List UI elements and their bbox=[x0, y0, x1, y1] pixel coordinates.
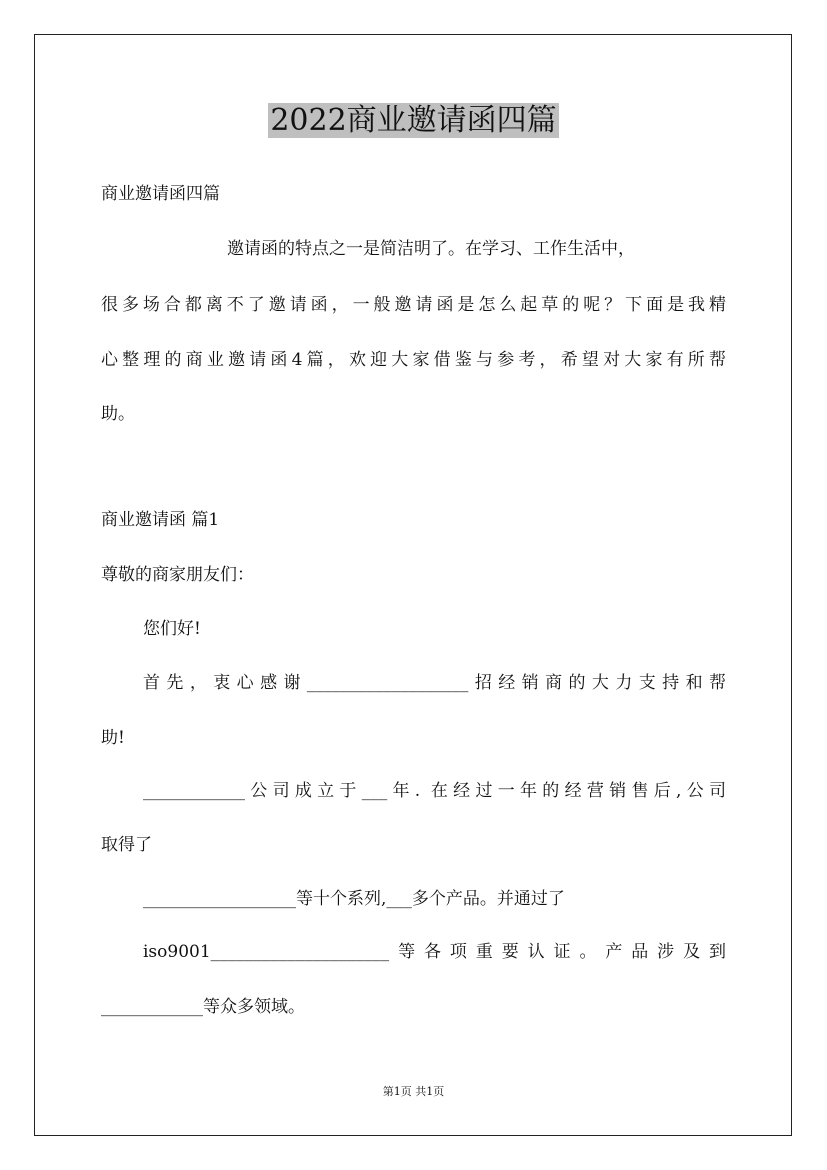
paragraph-1-line-2: 助! bbox=[101, 728, 125, 748]
page-number: 第1页 共1页 bbox=[382, 1085, 445, 1098]
intro-line-2: 很多场合都离不了邀请函，一般邀请函是怎么起草的呢？下面是我精 bbox=[101, 295, 726, 315]
paragraph-2-line-1: ____________公司成立于___年. 在经过一年的经营销售后,公司 bbox=[143, 781, 726, 801]
paragraph-3-line-1: __________________等十个系列,___多个产品。并通过了 bbox=[143, 889, 565, 909]
section-heading: 商业邀请函 篇1 bbox=[101, 510, 220, 530]
paragraph-4-line-2: ____________等众多领域。 bbox=[101, 997, 305, 1017]
document-title bbox=[0, 101, 827, 141]
intro-line-3: 心整理的商业邀请函4篇，欢迎大家借鉴与参考，希望对大家有所帮 bbox=[101, 350, 726, 370]
greeting: 您们好! bbox=[143, 619, 201, 639]
page-footer bbox=[0, 1085, 827, 1099]
paragraph-2-line-2: 取得了 bbox=[101, 835, 152, 855]
intro-line-4: 助。 bbox=[101, 404, 135, 424]
subtitle: 商业邀请函四篇 bbox=[101, 184, 220, 204]
salutation: 尊敬的商家朋友们： bbox=[101, 565, 254, 585]
document-title-text: 2022商业邀请函四篇 bbox=[270, 103, 557, 138]
intro-line-1: 邀请函的特点之一是简洁明了。在学习、工作生活中， bbox=[227, 239, 635, 259]
paragraph-4-line-1: iso9001_____________________等各项重要认证。产品涉及到 bbox=[143, 942, 726, 962]
paragraph-1-line-1: 首先，衷心感谢___________________招经销商的大力支持和帮 bbox=[143, 673, 726, 693]
